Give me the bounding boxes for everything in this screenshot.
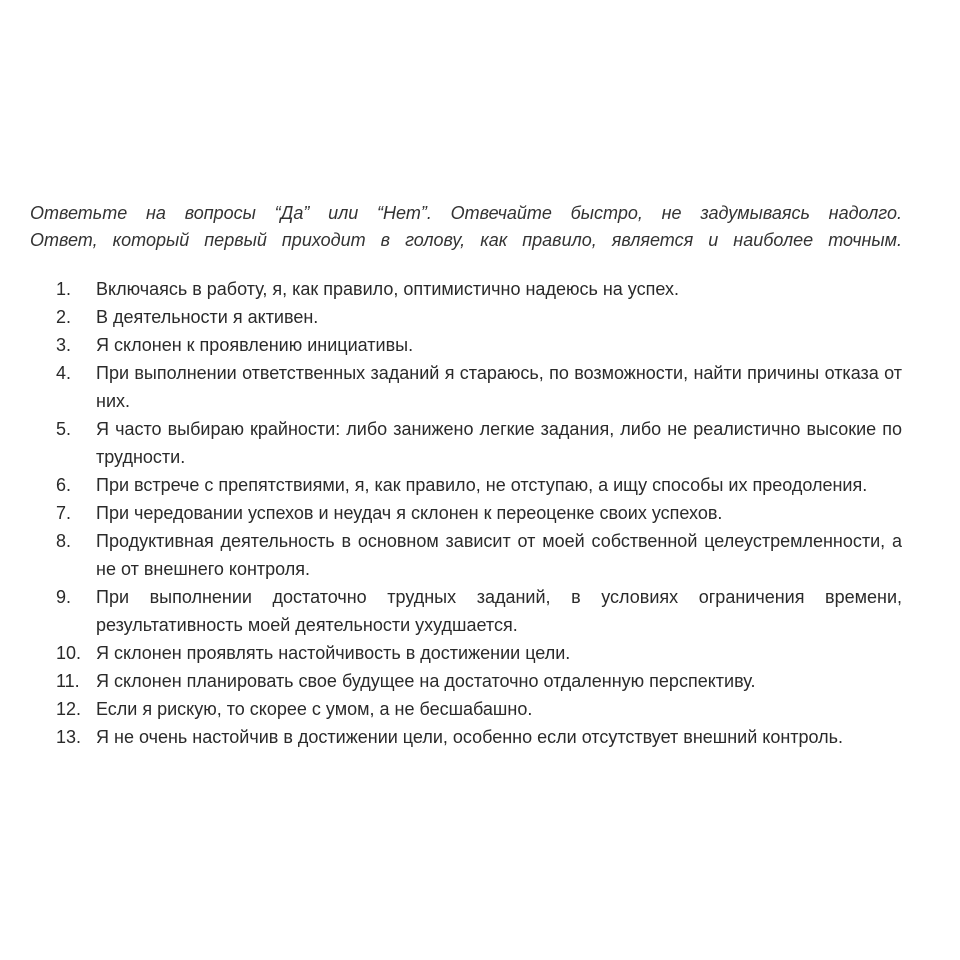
question-text: Если я рискую, то скорее с умом, а не бесшабашно. bbox=[96, 699, 533, 719]
question-item bbox=[56, 471, 902, 499]
question-number: 4. bbox=[56, 363, 72, 383]
question-number: 1. bbox=[56, 279, 72, 299]
question-text: В деятельности я активен. bbox=[96, 307, 319, 327]
question-item bbox=[56, 275, 902, 303]
question-number: 13. bbox=[56, 727, 82, 747]
question-text: Я склонен проявлять настойчивость в достижении цели. bbox=[96, 643, 571, 663]
question-item bbox=[56, 331, 902, 359]
question-item bbox=[56, 499, 902, 527]
question-text: При чередовании успехов и неудач я склонен к переоценке своих успехов. bbox=[96, 503, 723, 523]
question-item bbox=[56, 723, 902, 751]
question-text: При встрече с препятствиями, я, как правило, не отступаю, а ищу способы их преодоления. bbox=[96, 475, 868, 495]
question-number: 8. bbox=[56, 531, 72, 551]
question-text: Продуктивная деятельность в основном зависит от моей собственной целеустремленности, а не от внешнего контроля. bbox=[96, 531, 902, 579]
instructions-line-2: Ответ, который первый приходит в голову, как правило, является и наиболее точным. bbox=[30, 230, 902, 250]
question-text: Я не очень настойчив в достижении цели, особенно если отсутствует внешний контроль. bbox=[96, 727, 844, 747]
question-item bbox=[56, 527, 902, 583]
question-number: 3. bbox=[56, 335, 72, 355]
question-text: Я склонен к проявлению инициативы. bbox=[96, 335, 414, 355]
question-number: 5. bbox=[56, 419, 72, 439]
question-text: Я склонен планировать свое будущее на достаточно отдаленную перспективу. bbox=[96, 671, 756, 691]
questions-list bbox=[56, 275, 902, 751]
question-number: 10. bbox=[56, 643, 82, 663]
instructions-line-1: Ответьте на вопросы “Да” или “Нет”. Отвечайте быстро, не задумываясь надолго. bbox=[30, 203, 902, 223]
question-text: Включаясь в работу, я, как правило, оптимистично надеюсь на успех. bbox=[96, 279, 679, 299]
question-item bbox=[56, 415, 902, 471]
question-number: 6. bbox=[56, 475, 72, 495]
question-text: Я часто выбираю крайности: либо занижено легкие задания, либо не реалистично высокие по трудности. bbox=[96, 419, 902, 467]
question-item bbox=[56, 359, 902, 415]
question-number: 11. bbox=[56, 671, 80, 691]
instructions bbox=[30, 200, 902, 254]
question-item bbox=[56, 695, 902, 723]
question-item bbox=[56, 667, 902, 695]
question-number: 9. bbox=[56, 587, 72, 607]
question-item bbox=[56, 583, 902, 639]
question-text: При выполнении ответственных заданий я стараюсь, по возможности, найти причины отказа от них. bbox=[96, 363, 902, 411]
question-number: 2. bbox=[56, 307, 72, 327]
question-item bbox=[56, 303, 902, 331]
question-item bbox=[56, 639, 902, 667]
question-text: При выполнении достаточно трудных заданий, в условиях ограничения времени, результативность моей деятельности ухудшается. bbox=[96, 587, 902, 635]
question-number: 12. bbox=[56, 699, 82, 719]
question-number: 7. bbox=[56, 503, 72, 523]
